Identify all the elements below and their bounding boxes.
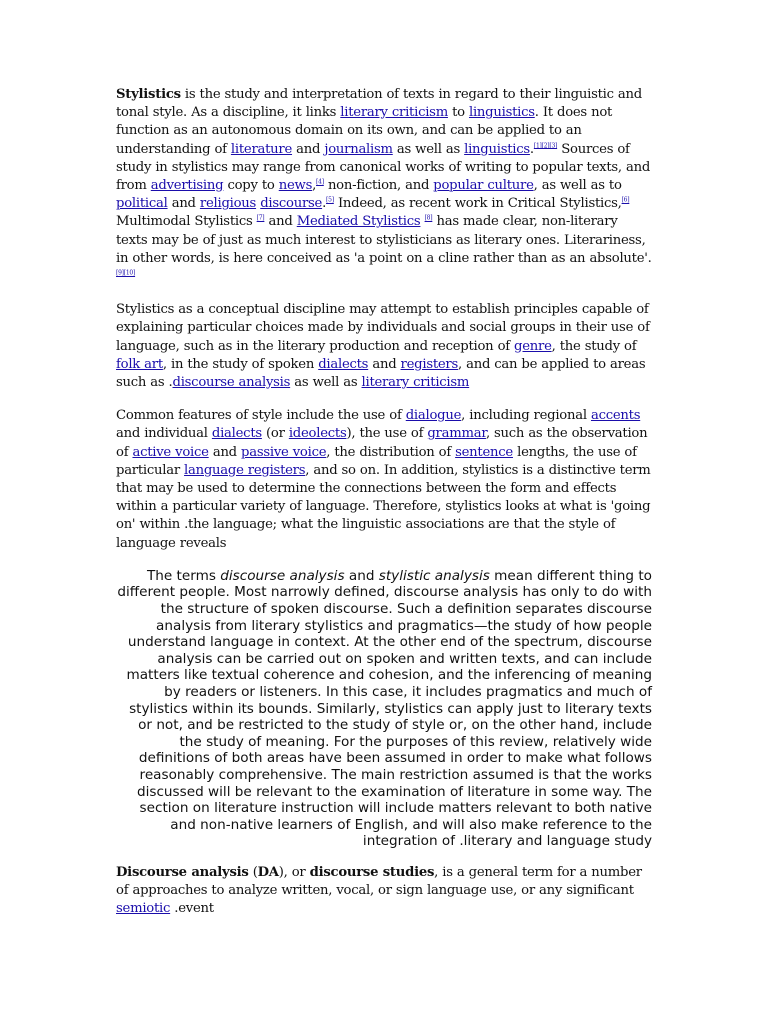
text: , <box>312 178 317 194</box>
link-grammar[interactable]: grammar <box>427 426 486 442</box>
text: lengths, the use of particular <box>116 444 637 478</box>
text: to <box>447 105 469 121</box>
term-stylistics: Stylistics <box>116 87 181 102</box>
term-discourse-analysis: discourse analysis <box>220 567 345 584</box>
text: mean different thing to different people. Most narrowly defined, discourse analysis has only to do with the structure of spoken discourse. Such a definition separates discourse analysis from literary stylistics and pragmatics—the study of how people understand language in context. At the other end of the spectrum, discourse analysis can be carried out on spoken and written texts, and can include matters like textual coherence and cohesion, and the inferencing of meaning by readers or listeners. In this case, it includes pragmatics and much of stylistics within its bounds. Similarly, stylistics can apply just to literary texts or not, and be restricted to the study of style or, on the other hand, include the study of meaning. For the purposes of this review, relatively wide definitions of both areas have been assumed in order to make what follows reasonably comprehensive. The main restriction assumed is that the works discussed will be relevant to the examination of literature in some way. The section on literature instruction will include matters relevant to both native and non-native learners of English, and will also make reference to the integration of .literary and language study <box>117 567 652 850</box>
text: .event <box>170 901 214 917</box>
citation-7[interactable]: [7] <box>256 215 265 223</box>
text: Stylistics as a conceptual discipline may attempt to establish principles capable of explaining particular choices made by individuals and social groups in their use of language, such as in the literary production and reception of <box>116 302 650 354</box>
text: The terms <box>146 567 221 584</box>
text: ), or <box>278 864 310 880</box>
link-advertising[interactable]: advertising <box>150 178 224 194</box>
text: , is a general term for a number of approaches to analyze written, vocal, or sign language use, or any significant <box>116 864 642 899</box>
citation-9-10[interactable]: [9][10] <box>116 269 136 277</box>
text: . <box>529 141 534 157</box>
text: . <box>322 196 327 212</box>
link-literature[interactable]: literature <box>230 141 293 157</box>
link-language-registers[interactable]: language registers <box>184 462 306 478</box>
text: and <box>368 356 401 372</box>
link-political[interactable]: political <box>116 196 168 212</box>
paragraph-discourse-analysis-definition <box>116 864 652 919</box>
text: and <box>264 214 297 230</box>
link-dialects-2[interactable]: dialects <box>211 426 262 442</box>
text: (or <box>261 426 289 442</box>
text: and <box>208 444 242 460</box>
text: , and so on. In addition, stylistics is a distinctive term that may be used to determine the connections between the form and effects within a particular variety of language. Therefore, stylistics looks at what is 'going on' within .the language; what the linguistic associations are that the style of language reveals <box>116 462 651 551</box>
citation-5[interactable]: [5] <box>326 196 334 204</box>
text: Indeed, as recent work in Critical Stylistics, <box>333 196 622 212</box>
link-sentence[interactable]: sentence <box>455 444 513 460</box>
text: , the distribution of <box>326 444 456 460</box>
link-semiotic[interactable]: semiotic <box>116 901 171 917</box>
citation-4[interactable]: [4] <box>316 178 324 186</box>
paragraph-features-of-style <box>116 407 652 553</box>
text: ( <box>248 864 258 880</box>
citation-8[interactable]: [8] <box>424 215 433 223</box>
link-discourse-analysis[interactable]: discourse analysis <box>172 375 291 391</box>
term-stylistic-analysis: stylistic analysis <box>378 567 490 584</box>
text: . It does not function as an autonomous domain on its own, and can be applied to an understanding of <box>116 105 613 157</box>
link-genre[interactable]: genre <box>514 338 552 354</box>
text: Common features of style include the use of <box>116 408 406 424</box>
text: , in the study of spoken <box>162 356 319 372</box>
link-religious[interactable]: religious <box>199 196 257 212</box>
link-literary-criticism[interactable]: literary criticism <box>340 105 448 121</box>
text: , and can be applied to areas such as . <box>116 356 646 391</box>
link-active-voice[interactable]: active voice <box>132 444 209 460</box>
text: , the study of <box>551 338 637 354</box>
text: , including regional <box>461 408 591 424</box>
link-registers[interactable]: registers <box>400 356 459 372</box>
link-ideolects[interactable]: ideolects <box>288 426 347 442</box>
link-journalism[interactable]: journalism <box>324 141 393 157</box>
article-body <box>116 86 652 934</box>
paragraph-stylistics-definition <box>116 86 652 286</box>
text: as well as <box>290 375 362 391</box>
text: , such as the observation of <box>116 426 648 460</box>
link-accents[interactable]: accents <box>590 408 641 424</box>
link-dialects[interactable]: dialects <box>318 356 369 372</box>
citation-1-2-3[interactable]: [1][2][3] <box>533 142 558 150</box>
term-da: DA <box>257 864 279 880</box>
link-news[interactable]: news <box>278 178 313 194</box>
citation-6[interactable]: [6] <box>621 196 630 204</box>
paragraph-conceptual-discipline <box>116 301 652 392</box>
text: and <box>344 567 379 584</box>
text: copy to <box>223 178 279 194</box>
term-discourse-analysis-bold: Discourse analysis <box>116 864 249 880</box>
paragraph-discourse-vs-stylistic-analysis <box>116 568 652 850</box>
link-passive-voice[interactable]: passive voice <box>241 444 327 460</box>
text: and individual <box>116 426 212 442</box>
text: is the study and interpretation of texts in regard to their linguistic and tonal style. As a discipline, it links <box>116 87 642 121</box>
link-dialogue[interactable]: dialogue <box>405 408 462 424</box>
text: and <box>292 141 325 157</box>
text: non-fiction, and <box>323 178 434 194</box>
link-discourse[interactable]: discourse <box>260 196 323 212</box>
link-popular-culture[interactable]: popular culture <box>433 178 534 194</box>
text: Multimodal Stylistics <box>116 214 257 230</box>
text: and <box>167 196 200 212</box>
text: , as well as to <box>533 178 622 194</box>
text: ), the use of <box>346 426 428 442</box>
link-linguistics[interactable]: linguistics <box>468 105 535 121</box>
link-linguistics-2[interactable]: linguistics <box>464 141 530 157</box>
text: has made clear, non-literary texts may be of just as much interest to stylisticians as literary ones. Literariness, in other words, is here conceived as 'a point on a cline rather than as an absolute'. <box>116 214 652 266</box>
term-discourse-studies: discourse studies <box>309 864 435 880</box>
link-folk-art[interactable]: folk art <box>116 356 163 372</box>
link-mediated-stylistics[interactable]: Mediated Stylistics <box>296 214 421 230</box>
text: Sources of study in stylistics may range from canonical works of writing to popular texts, and from <box>116 141 651 194</box>
link-literary-criticism-2[interactable]: literary criticism <box>361 375 470 391</box>
text: as well as <box>392 141 465 157</box>
